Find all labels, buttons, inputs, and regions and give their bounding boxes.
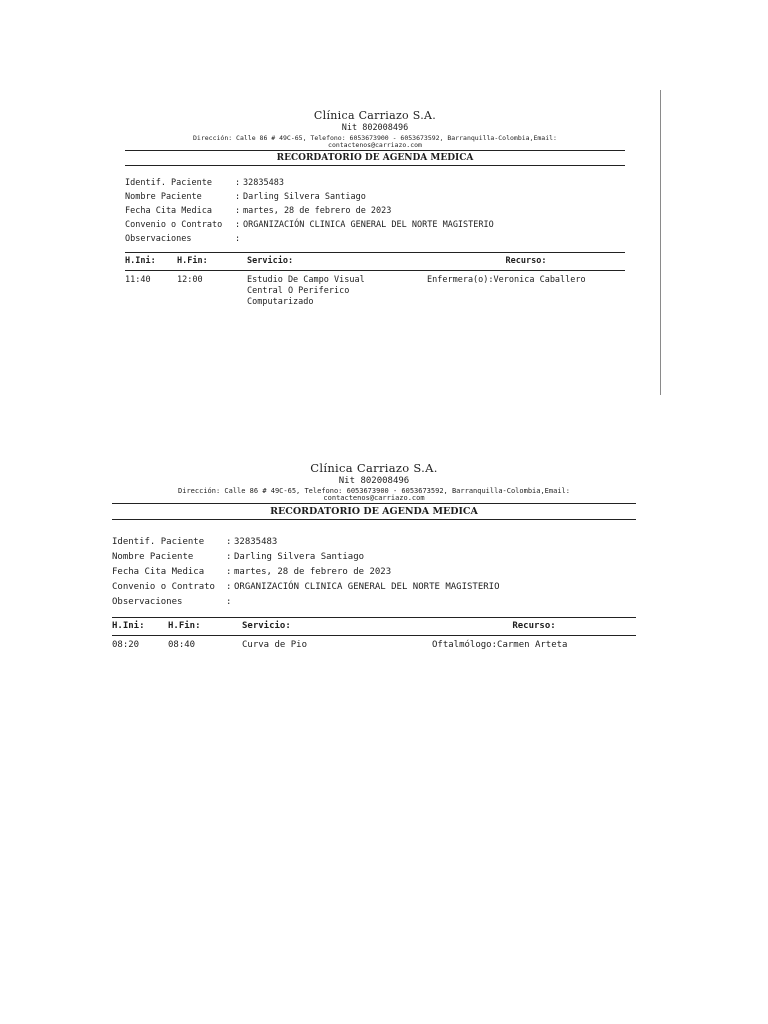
table-row — [112, 636, 636, 651]
field-label: Identif. Paciente — [112, 536, 205, 547]
field-separator: : — [226, 596, 232, 607]
field-separator: : — [235, 234, 241, 244]
header-start-time: H.Ini: — [125, 256, 156, 266]
cell-start-time: 08:20 — [112, 640, 140, 650]
field-value: ORGANIZACIÓN CLINICA GENERAL DEL NORTE MAGISTERIO — [243, 220, 494, 230]
field-label: Convenio o Contrato — [112, 581, 215, 592]
document-heading: RECORDATORIO DE AGENDA MEDICA — [125, 150, 625, 166]
cell-end-time: 12:00 — [177, 275, 203, 285]
table-header — [125, 252, 625, 271]
table-row — [125, 271, 625, 308]
field-label: Identif. Paciente — [125, 178, 212, 188]
field-separator: : — [226, 566, 232, 577]
cell-resource: Enfermera(o):Veronica Caballero — [427, 275, 586, 285]
clinic-address: Dirección: Calle 86 # 49C-65, Telefono: 6053673900 - 6053673592, Barranquilla-Colombia,Email: — [193, 134, 557, 142]
field-label: Nombre Paciente — [125, 192, 202, 202]
field-separator: : — [235, 220, 241, 230]
cell-service — [242, 640, 432, 651]
field-value: martes, 28 de febrero de 2023 — [243, 206, 392, 216]
field-label: Nombre Paciente — [112, 551, 194, 562]
header-end-time: H.Fin: — [168, 621, 201, 631]
field-separator: : — [226, 551, 232, 562]
cell-resource: Oftalmólogo:Carmen Arteta — [432, 640, 568, 650]
field-appointment-date — [125, 204, 625, 218]
header-resource: Recurso: — [512, 621, 556, 631]
field-separator: : — [235, 192, 241, 202]
cell-service — [247, 275, 427, 308]
field-separator: : — [226, 536, 232, 547]
header-end-time: H.Fin: — [177, 256, 208, 266]
header-service: Servicio: — [242, 621, 291, 631]
clinic-nit: Nit 802008496 — [341, 123, 409, 133]
field-contract — [125, 218, 625, 232]
service-line: Curva de Pio — [242, 640, 308, 650]
header-start-time: H.Ini: — [112, 621, 145, 631]
cell-start-time: 11:40 — [125, 275, 151, 285]
field-patient-name — [125, 190, 625, 204]
cell-end-time: 08:40 — [168, 640, 196, 650]
field-observations — [125, 232, 625, 246]
field-appointment-date — [112, 564, 636, 579]
clinic-name: Clínica Carriazo S.A. — [310, 461, 438, 475]
appointments-table — [125, 252, 625, 308]
field-patient-id — [112, 534, 636, 549]
field-label: Observaciones — [125, 234, 192, 244]
field-label: Fecha Cita Medica — [112, 566, 205, 577]
field-value: 32835483 — [234, 536, 278, 547]
appointments-table — [112, 617, 636, 651]
field-separator: : — [226, 581, 232, 592]
field-value: 32835483 — [243, 178, 284, 188]
field-separator: : — [235, 206, 241, 216]
clinic-email: contactenos@carriazo.com — [323, 494, 425, 502]
field-label: Fecha Cita Medica — [125, 206, 212, 216]
field-observations — [112, 594, 636, 609]
document-heading: RECORDATORIO DE AGENDA MEDICA — [112, 503, 636, 520]
clinic-name: Clínica Carriazo S.A. — [313, 109, 437, 122]
field-value: ORGANIZACIÓN CLINICA GENERAL DEL NORTE MAGISTERIO — [234, 581, 500, 592]
field-separator: : — [235, 178, 241, 188]
field-contract — [112, 579, 636, 594]
clinic-nit: Nit 802008496 — [338, 476, 410, 486]
service-line: Computarizado — [247, 297, 314, 307]
field-label: Observaciones — [112, 596, 183, 607]
field-label: Convenio o Contrato — [125, 220, 223, 230]
header-resource: Recurso: — [505, 256, 547, 266]
field-patient-id — [125, 176, 625, 190]
appointment-reminder-1 — [125, 108, 625, 308]
patient-info — [125, 176, 625, 246]
clinic-address: Dirección: Calle 86 # 49C-65, Telefono: 6053673900 - 6053673592, Barranquilla-Colombia,Email: — [178, 487, 570, 495]
service-line: Estudio De Campo Visual — [247, 275, 365, 285]
page-edge-line — [660, 90, 661, 395]
header-service: Servicio: — [247, 256, 294, 266]
field-patient-name — [112, 549, 636, 564]
field-value: martes, 28 de febrero de 2023 — [234, 566, 392, 577]
field-value: Darling Silvera Santiago — [243, 192, 366, 202]
clinic-email: contactenos@carriazo.com — [328, 141, 422, 149]
service-line: Central O Periferico — [247, 286, 350, 296]
field-value: Darling Silvera Santiago — [234, 551, 365, 562]
appointment-reminder-2 — [112, 460, 636, 651]
table-header — [112, 617, 636, 636]
patient-info — [112, 534, 636, 609]
